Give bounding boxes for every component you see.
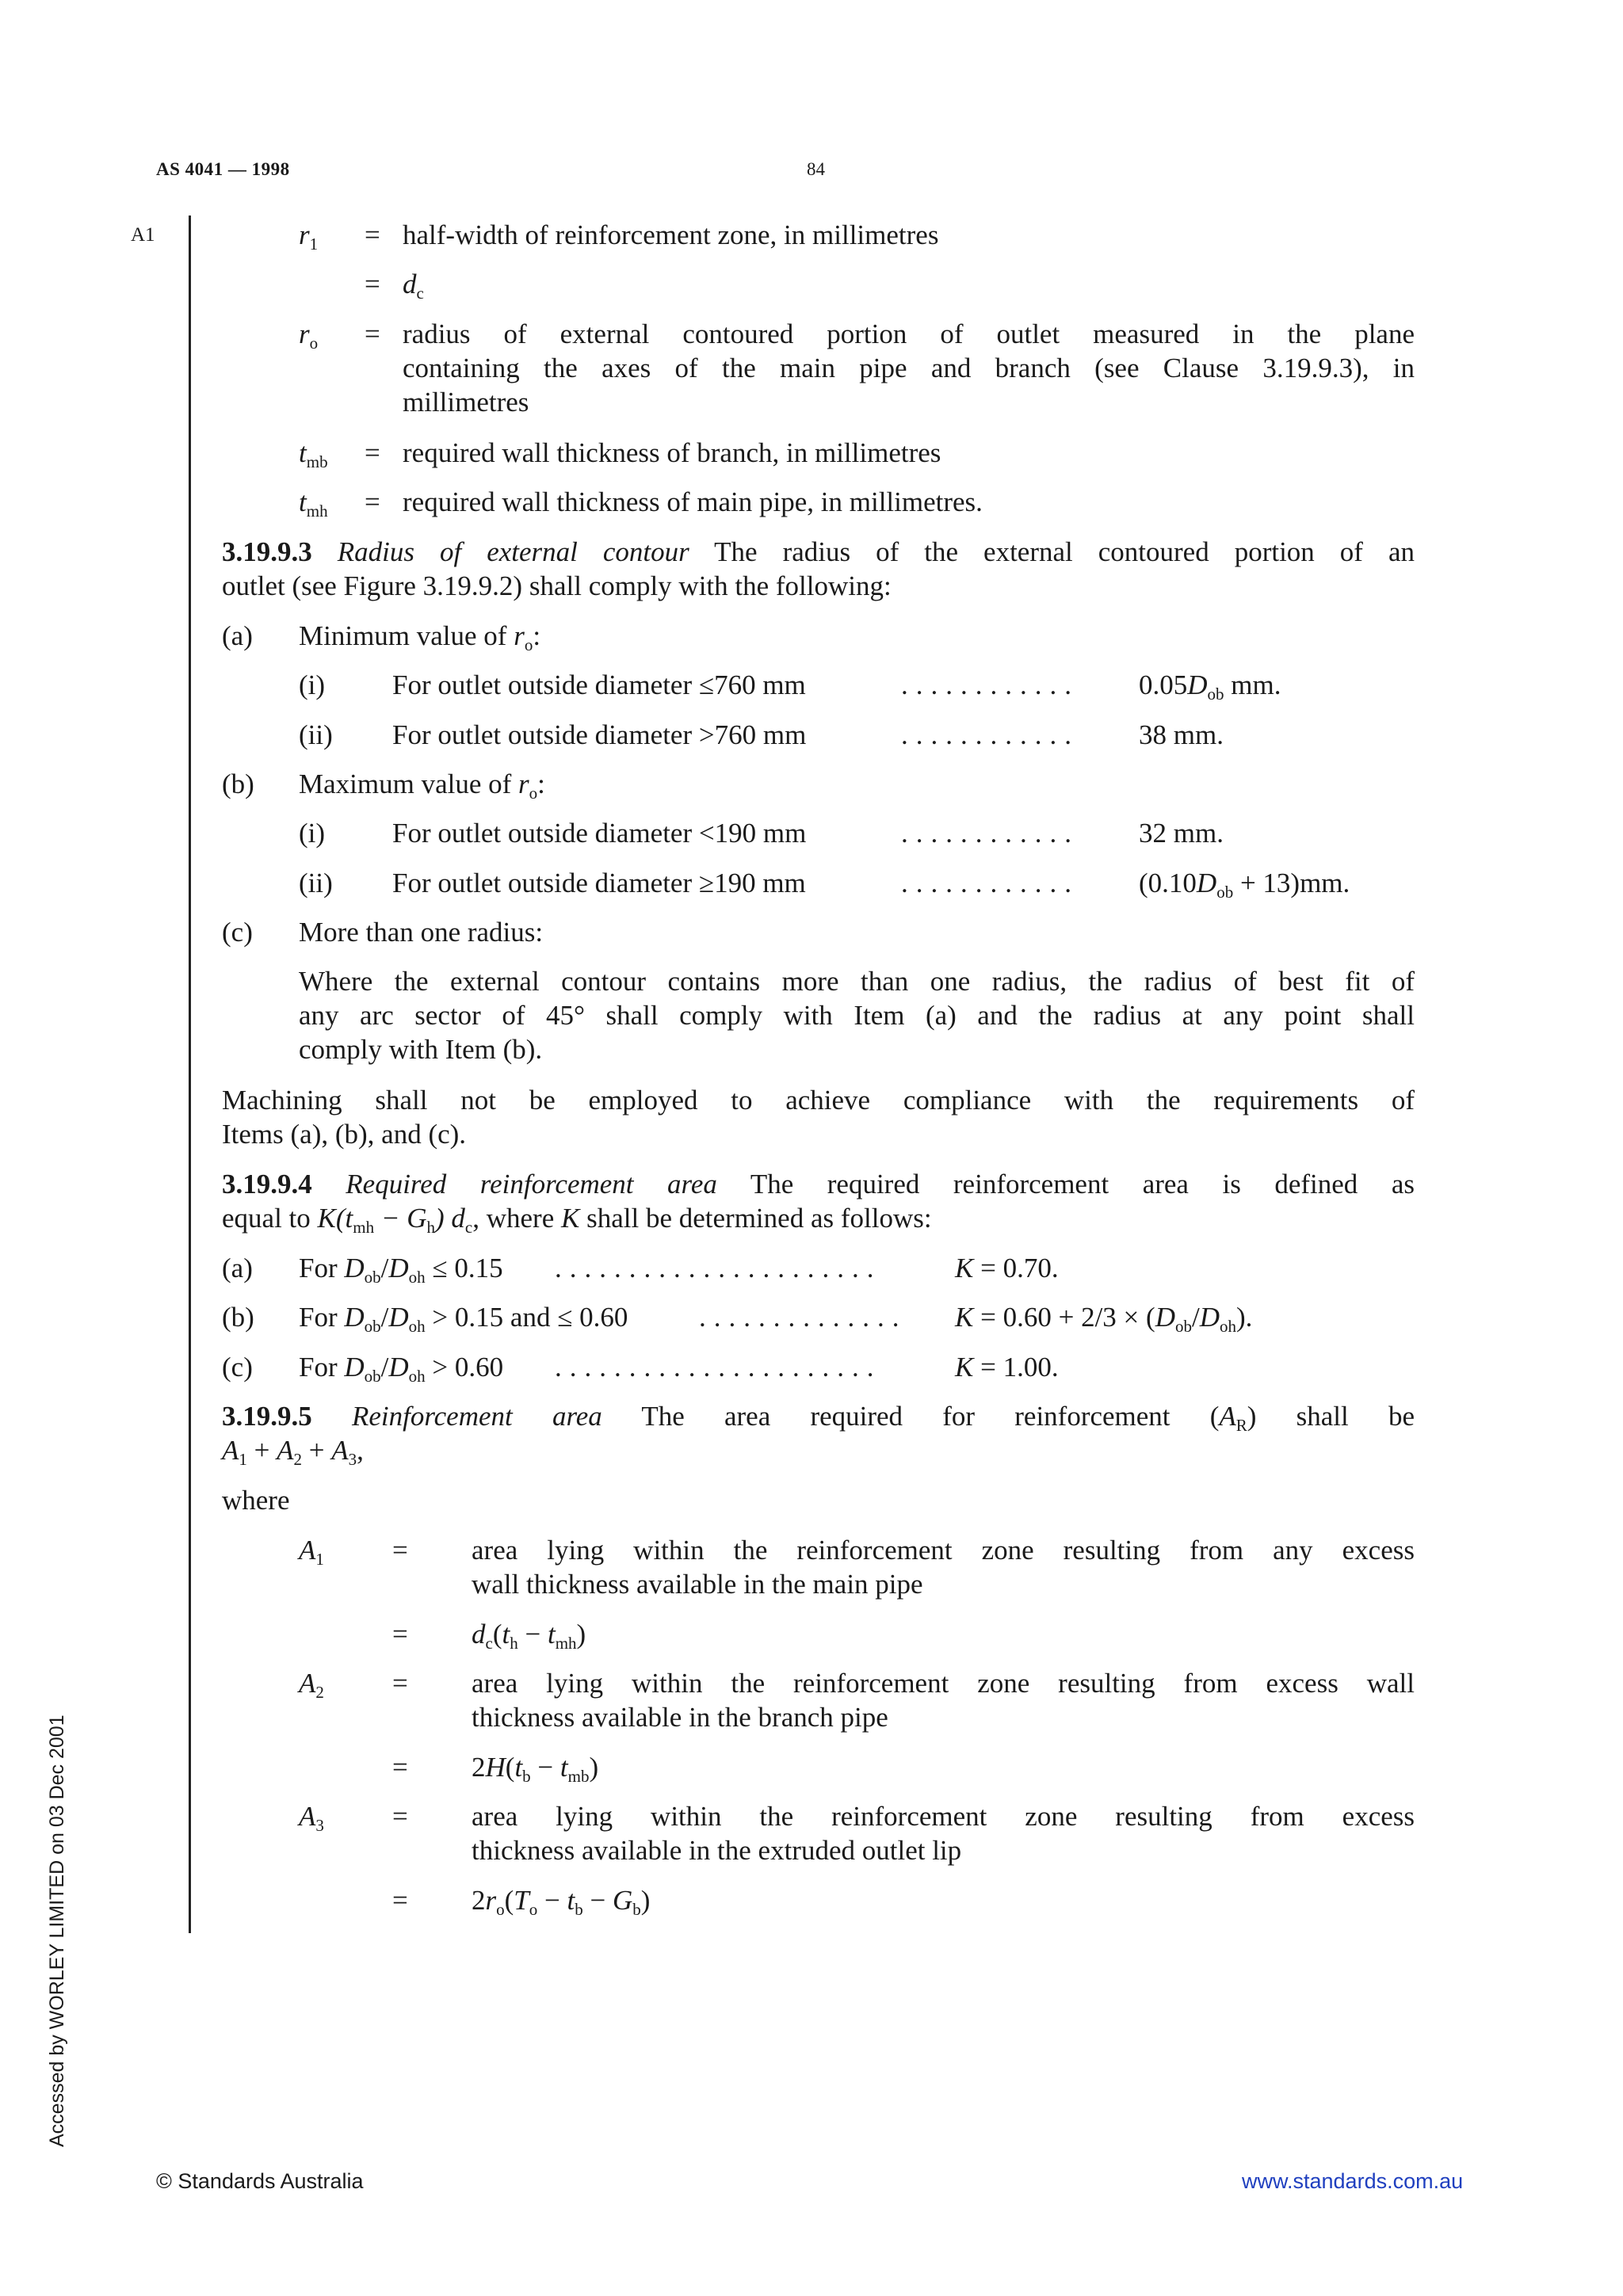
subitem-text: For outlet outside diameter >760 mm [392,719,807,750]
standard-number: AS 4041 — 1998 [156,159,290,179]
item-result: $K = 0.60 + 2/3 \times (D_{ob}/D_{oh})$. [955,1302,1253,1336]
dot-leader: ...................... [555,1253,882,1283]
dot-leader: ............ [901,719,1079,750]
def-equals: = [365,486,380,517]
subitem-value: $(0.10D_{ob} + 13)mm$. [1139,868,1350,902]
item-result: K = 1.00. [955,1352,1059,1383]
def-equals: = [392,1801,408,1832]
def-text-line: containing the axes of the main pipe and branch (see Clause 3.19.9.3), in [403,353,1415,383]
clause-heading-line: 3.19.9.3 Radius of external contour The radius of the external contoured portion of an [222,536,1415,567]
def-symbol: $A_2$ [299,1668,324,1702]
def-text: $d_c$ [403,269,424,303]
def-equals: = [365,269,380,299]
dot-leader: ............ [901,669,1079,700]
dot-leader: ...................... [555,1352,882,1383]
item-label: (c) [222,1352,253,1383]
copyright-footer: © Standards Australia [156,2169,364,2193]
def-equals: = [365,318,380,349]
def-text-line: area lying within the reinforcement zone resulting from excess [472,1801,1415,1832]
def-formula: $d_c(t_h - t_{mh})$ [472,1619,586,1653]
clause-text-line: $A_1 + A_2 + A_3$, [222,1435,364,1469]
subitem-text: For outlet outside diameter <190 mm [392,818,807,849]
subitem-value: 32 mm. [1139,818,1224,849]
page-number: 84 [807,159,825,179]
dot-leader: ............ [901,868,1079,898]
item-text: For $D_{ob}/D_{oh} \le 0.15$ [299,1253,503,1287]
def-text-line: thickness available in the extruded outlet lip [472,1835,962,1866]
def-symbol: $r_o$ [299,318,319,353]
subitem-value: 38 mm. [1139,719,1224,750]
item-label: (b) [222,769,254,799]
def-equals: = [392,1752,408,1783]
item-text: For $D_{ob}/D_{oh} > 0.15$ and ≤ 0.60 [299,1302,628,1336]
item-body-line: any arc sector of 45° shall comply with Item (a) and the radius at any point shall [299,1000,1415,1031]
def-equals: = [365,219,380,250]
def-equals: = [392,1885,408,1916]
subitem-value: $0.05D_{ob}$ mm. [1139,669,1281,704]
subitem-label: (ii) [299,868,333,898]
def-text: half-width of reinforcement zone, in millimetres [403,219,939,250]
item-body-line: Where the external contour contains more than one radius, the radius of best fit of [299,966,1415,997]
def-text-line: area lying within the reinforcement zone resulting from any excess [472,1535,1415,1566]
subitem-label: (i) [299,818,326,849]
def-text-line: wall thickness available in the main pipe [472,1569,923,1600]
def-equals: = [392,1535,408,1566]
clause-text-line: outlet (see Figure 3.19.9.2) shall comply with the following: [222,570,892,601]
clause-heading-line: 3.19.9.5 Reinforcement area The area required for reinforcement $(A_R)$ shall be [222,1401,1415,1435]
def-symbol: $t_{mh}$ [299,486,328,521]
amendment-bar [189,215,191,1933]
def-symbol: $A_3$ [299,1801,324,1835]
item-result: K = 0.70. [955,1253,1059,1283]
def-symbol: $t_{mb}$ [299,437,328,471]
subitem-text: For outlet outside diameter ≥190 mm [392,868,806,898]
def-text-line: millimetres [403,387,529,418]
dot-leader: .............. [699,1302,907,1333]
dot-leader: ............ [901,818,1079,849]
subitem-text: For outlet outside diameter ≤760 mm [392,669,806,700]
clause-text-line: equal to $K(t_{mh} - G_h)$ $d_c$, where K shall be determined as follows: [222,1203,932,1237]
item-label: (a) [222,620,253,651]
def-text: required wall thickness of main pipe, in millimetres. [403,486,983,517]
item-label: (a) [222,1253,253,1283]
paragraph-line: Items (a), (b), and (c). [222,1119,467,1150]
item-text: Minimum value of $r_o$: [299,620,541,654]
subitem-label: (ii) [299,719,333,750]
access-watermark: Accessed by WORLEY LIMITED on 03 Dec 2001 [46,1714,68,2147]
def-symbol: $A_1$ [299,1535,324,1569]
where-label: where [222,1485,290,1516]
def-symbol: $r_1$ [299,219,319,254]
def-text-line: radius of external contoured portion of outlet measured in the plane [403,318,1415,349]
def-text-line: thickness available in the branch pipe [472,1702,888,1733]
def-equals: = [392,1619,408,1650]
def-equals: = [392,1668,408,1699]
item-text: More than one radius: [299,917,544,948]
def-text: required wall thickness of branch, in millimetres [403,437,941,468]
def-formula: $2H(t_b - t_{mb})$ [472,1752,599,1786]
paragraph-line: Machining shall not be employed to achieve compliance with the requirements of [222,1085,1415,1116]
item-body-line: comply with Item (b). [299,1034,543,1065]
item-text: Maximum value of $r_o$: [299,769,545,803]
def-equals: = [365,437,380,468]
website-link[interactable]: www.standards.com.au [1242,2169,1464,2193]
subitem-label: (i) [299,669,326,700]
item-label: (c) [222,917,253,948]
item-label: (b) [222,1302,254,1333]
clause-heading-line: 3.19.9.4 Required reinforcement area The required reinforcement area is defined as [222,1169,1415,1199]
def-formula: $2r_o(T_o - t_b - G_b)$ [472,1885,651,1919]
amendment-mark: A1 [131,224,155,246]
item-text: For $D_{ob}/D_{oh} > 0.60$ [299,1352,504,1386]
def-text-line: area lying within the reinforcement zone resulting from excess wall [472,1668,1415,1699]
